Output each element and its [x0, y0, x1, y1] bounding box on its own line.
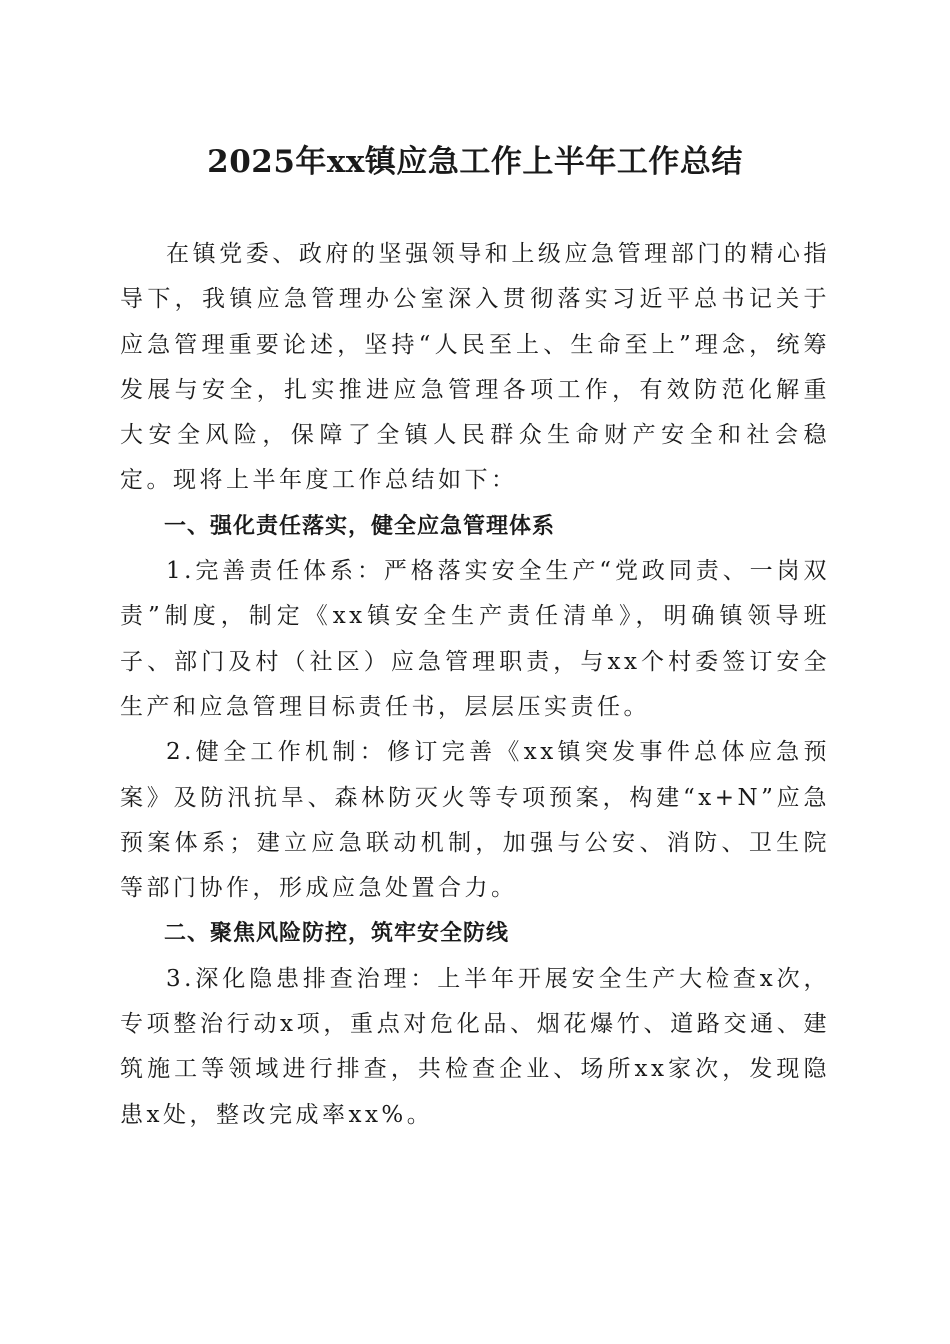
- intro-paragraph: 在镇党委、政府的坚强领导和上级应急管理部门的精心指导下，我镇应急管理办公室深入贯彻落实习近平总书记关于应急管理重要论述，坚持“人民至上、生命至上”理念，统筹发展与安全，扎实推进应急管理各项工作，有效防范化解重大安全风险，保障了全镇人民群众生命财产安全和社会稳定。现将上半年度工作总结如下：: [120, 241, 830, 494]
- section-2-item-1: 3.深化隐患排查治理：上半年开展安全生产大检查x次，专项整治行动x项，重点对危化品、烟花爆竹、道路交通、建筑施工等领域进行排查，共检查企业、场所xx家次，发现隐患x处，整改完成率xx%。: [120, 965, 830, 1128]
- section-heading-1: 一、强化责任落实，健全应急管理体系: [164, 513, 556, 539]
- section-1-item-2: 2.健全工作机制：修订完善《xx镇突发事件总体应急预案》及防汛抗旱、森林防灭火等专项预案，构建“x+N”应急预案体系；建立应急联动机制，加强与公安、消防、卫生院等部门协作，形成应急处置合力。: [120, 739, 830, 902]
- document-title: 2025年xx镇应急工作上半年工作总结: [207, 144, 743, 180]
- section-1-item-1: 1.完善责任体系：严格落实安全生产“党政同责、一岗双责”制度，制定《xx镇安全生产责任清单》，明确镇领导班子、部门及村（社区）应急管理职责，与xx个村委签订安全生产和应急管理目标责任书，层层压实责任。: [120, 558, 830, 720]
- document-body: [120, 232, 830, 1138]
- section-heading-2: 二、聚焦风险防控，筑牢安全防线: [164, 921, 510, 947]
